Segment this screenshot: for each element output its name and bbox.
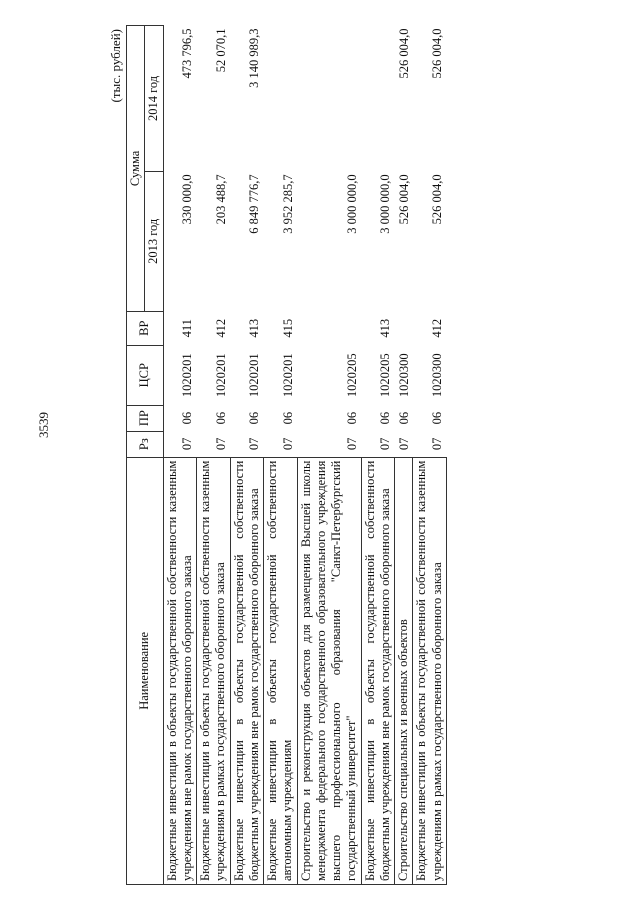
table-row (297, 26, 361, 885)
row-name: Бюджетные инвестиции в объекты государственной собственности казенным учреждениям в рамках государственного оборонного заказа (413, 457, 447, 884)
table-row (197, 26, 231, 885)
row-rz: 07 (378, 437, 393, 451)
header-csr: ЦСР (127, 345, 164, 405)
table-row (413, 26, 447, 885)
table-row (361, 26, 395, 885)
row-vr: 411 (180, 319, 195, 338)
row-rz: 07 (430, 437, 444, 451)
row-csr: 1020201 (213, 353, 228, 398)
row-rz: 07 (344, 437, 359, 451)
table-row (230, 26, 264, 885)
row-name: Бюджетные инвестиции в объекты государственной собственности автономным учреждениям (264, 457, 298, 884)
row-pr: 06 (180, 411, 195, 425)
row-vr: 413 (378, 318, 393, 338)
row-pr: 06 (430, 411, 444, 425)
table-row (163, 26, 197, 885)
header-name: Наименование (127, 457, 164, 884)
row-2014: 3 140 989,3 (247, 28, 262, 88)
table-row (264, 26, 298, 885)
page-number: 3539 (36, 412, 51, 438)
row-2014: 473 796,5 (180, 28, 195, 79)
row-vr: 415 (280, 318, 295, 338)
row-vr: 413 (247, 318, 262, 338)
row-csr: 1020205 (378, 353, 393, 398)
row-pr: 06 (378, 411, 393, 425)
row-2013: 3 000 000,0 (378, 174, 393, 234)
row-rz: 07 (213, 437, 228, 451)
row-rz: 07 (180, 437, 195, 451)
row-name: Бюджетные инвестиции в объекты государственной собственности казенным учреждениям вне рамок государственного оборонного заказа (163, 457, 197, 884)
row-2013: 526 004,0 (396, 174, 411, 225)
row-2013: 6 849 776,7 (247, 174, 262, 234)
row-vr (395, 311, 413, 345)
row-2014 (361, 26, 395, 172)
row-2013: 526 004,0 (430, 174, 444, 225)
row-vr (297, 311, 361, 345)
units-note: (тыс. рублей) (108, 29, 123, 103)
row-csr: 1020300 (430, 353, 444, 398)
row-2014: 526 004,0 (396, 28, 411, 79)
row-pr: 06 (247, 411, 262, 425)
row-name: Строительство и реконструкция объектов для размещения Высшей школы менеджмента федерального государственного образовательного учреждения высшего профессионального образования "Санкт-Петербургский государственный университет" (297, 457, 361, 884)
header-row-top (127, 26, 145, 885)
row-2013: 3 000 000,0 (344, 174, 359, 234)
row-pr: 06 (213, 411, 228, 425)
row-2014 (297, 26, 361, 172)
row-csr: 1020201 (180, 353, 195, 398)
row-2013: 203 488,7 (213, 174, 228, 225)
row-csr: 1020201 (247, 353, 262, 398)
header-2014: 2014 год (145, 26, 163, 172)
row-csr: 1020201 (280, 353, 295, 398)
row-rz: 07 (396, 437, 411, 451)
row-vr: 412 (430, 318, 444, 338)
row-name: Бюджетные инвестиции в объекты государственной собственности бюджетным учреждениям вне рамок государственного оборонного заказа (230, 457, 264, 884)
row-name: Бюджетные инвестиции в объекты государственной собственности бюджетным учреждениям вне рамок государственного оборонного заказа (361, 457, 395, 884)
row-2013: 3 952 285,7 (280, 174, 295, 234)
row-2013: 330 000,0 (180, 174, 195, 225)
header-pr: ПР (127, 405, 164, 431)
row-pr: 06 (344, 411, 359, 425)
row-2014 (264, 26, 298, 172)
row-name: Строительство специальных и военных объектов (395, 457, 413, 884)
row-2014: 52 070,1 (213, 28, 228, 73)
row-pr: 06 (396, 411, 411, 425)
row-rz: 07 (280, 437, 295, 451)
row-name: Бюджетные инвестиции в объекты государственной собственности казенным учреждениям в рамках государственного оборонного заказа (197, 457, 231, 884)
row-vr: 412 (213, 318, 228, 338)
budget-table (126, 25, 447, 885)
row-csr: 1020300 (396, 353, 411, 398)
row-pr: 06 (280, 411, 295, 425)
header-2013: 2013 год (145, 171, 163, 311)
row-2014: 526 004,0 (430, 28, 444, 79)
header-vr: ВР (127, 311, 164, 345)
rotated-page-content (108, 25, 558, 885)
table-row (395, 26, 413, 885)
header-rz: Рз (127, 431, 164, 457)
header-sum: Сумма (127, 26, 145, 312)
row-rz: 07 (247, 437, 262, 451)
row-csr: 1020205 (344, 353, 359, 398)
